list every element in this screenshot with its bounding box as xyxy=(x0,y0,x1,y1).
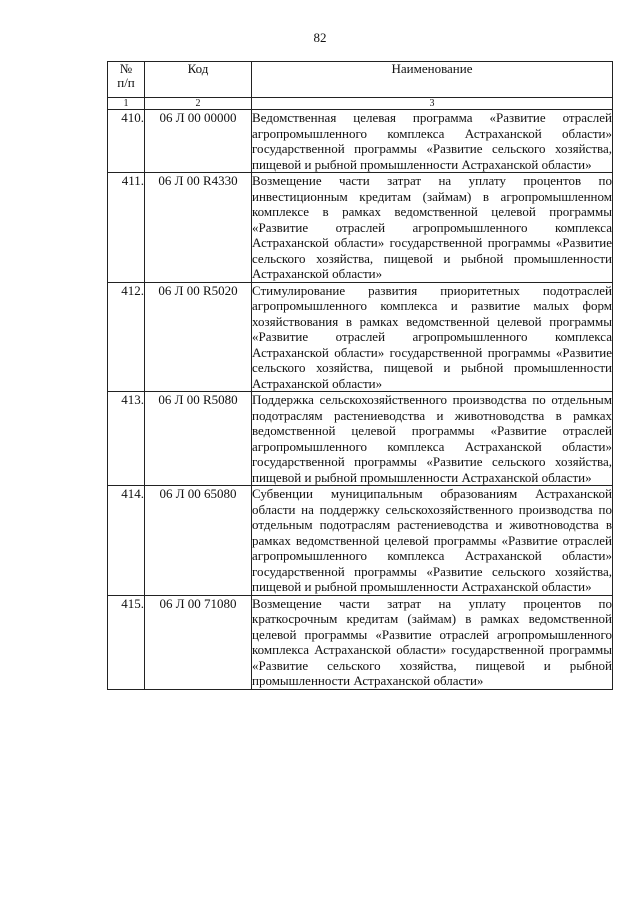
row-code: 06 Л 00 R5020 xyxy=(145,282,252,392)
row-number: 410. xyxy=(108,110,145,173)
row-name: Стимулирование развития приоритетных подотраслей агропромышленного комплекса и развитие малых форм хозяйствования в рамках ведомственной целевой программы «Развитие отраслей агропромышленного комплекса Астраханской области» государственной программы «Развитие сельского хозяйства, пищевой и рыбной промышленности Астраханской области» xyxy=(252,282,612,391)
document-table xyxy=(107,61,613,690)
row-name: Субвенции муниципальным образованиям Астраханской области на поддержку сельскохозяйственного производства по отдельным подотраслям растениеводства и животноводства в рамках ведомственной целевой программы «Развитие отраслей агропромышленного комплекса Астраханской области» государственной программы «Развитие сельского хозяйства, пищевой и рыбной промышленности Астраханской области» xyxy=(252,486,612,594)
row-number: 411. xyxy=(108,173,145,283)
table-row xyxy=(108,282,613,392)
table-row xyxy=(108,486,613,596)
row-code: 06 Л 00 R4330 xyxy=(145,173,252,283)
header-code: Код xyxy=(145,62,252,98)
page-number: 82 xyxy=(313,30,327,45)
row-code: 06 Л 00 71080 xyxy=(145,595,252,689)
table-row xyxy=(108,173,613,283)
header-number xyxy=(108,62,145,98)
row-name: Возмещение части затрат на уплату процентов по инвестиционным кредитам (займам) в агропромышленном комплексе в рамках ведомственной целевой программы «Развитие отраслей агропромышленного комплекса Астраханской области» государственной программы «Развитие сельского хозяйства, пищевой и рыбной промышленности Астраханской области» xyxy=(252,173,612,281)
header-row xyxy=(108,62,613,98)
row-number: 415. xyxy=(108,595,145,689)
row-name: Возмещение части затрат на уплату процентов по краткосрочным кредитам (займам) в рамках ведомственной целевой программы «Развитие отраслей агропромышленного комплекса Астраханской области» государственной программы «Развитие сельского хозяйства, пищевой и рыбной промышленности Астраханской области» xyxy=(252,595,612,688)
table-row xyxy=(108,392,613,486)
row-number: 412. xyxy=(108,282,145,392)
column-index-1: 1 xyxy=(108,98,145,110)
table-row xyxy=(108,110,613,173)
row-name: Поддержка сельскохозяйственного производства по отдельным подотраслям растениеводства и животноводства в рамках ведомственной целевой программы «Развитие отраслей агропромышленного комплекса Астраханской области» государственной программы «Развитие сельского хозяйства, пищевой и рыбной промышленности Астраханской области» xyxy=(252,392,612,485)
row-code: 06 Л 00 65080 xyxy=(145,486,252,596)
header-name: Наименование xyxy=(252,62,613,98)
table-row xyxy=(108,595,613,689)
column-index-3: 3 xyxy=(252,98,613,110)
column-index-row xyxy=(108,98,613,110)
row-number: 413. xyxy=(108,392,145,486)
header-number-symbol: № xyxy=(119,61,133,76)
row-name: Ведомственная целевая программа «Развитие отраслей агропромышленного комплекса Астраханской области» государственной программы «Развитие сельского хозяйства, пищевой и рыбной промышленности Астраханской области» xyxy=(252,110,612,172)
header-number-abbr: п/п xyxy=(117,75,135,90)
column-index-2: 2 xyxy=(145,98,252,110)
row-number: 414. xyxy=(108,486,145,596)
row-code: 06 Л 00 R5080 xyxy=(145,392,252,486)
row-code: 06 Л 00 00000 xyxy=(145,110,252,173)
